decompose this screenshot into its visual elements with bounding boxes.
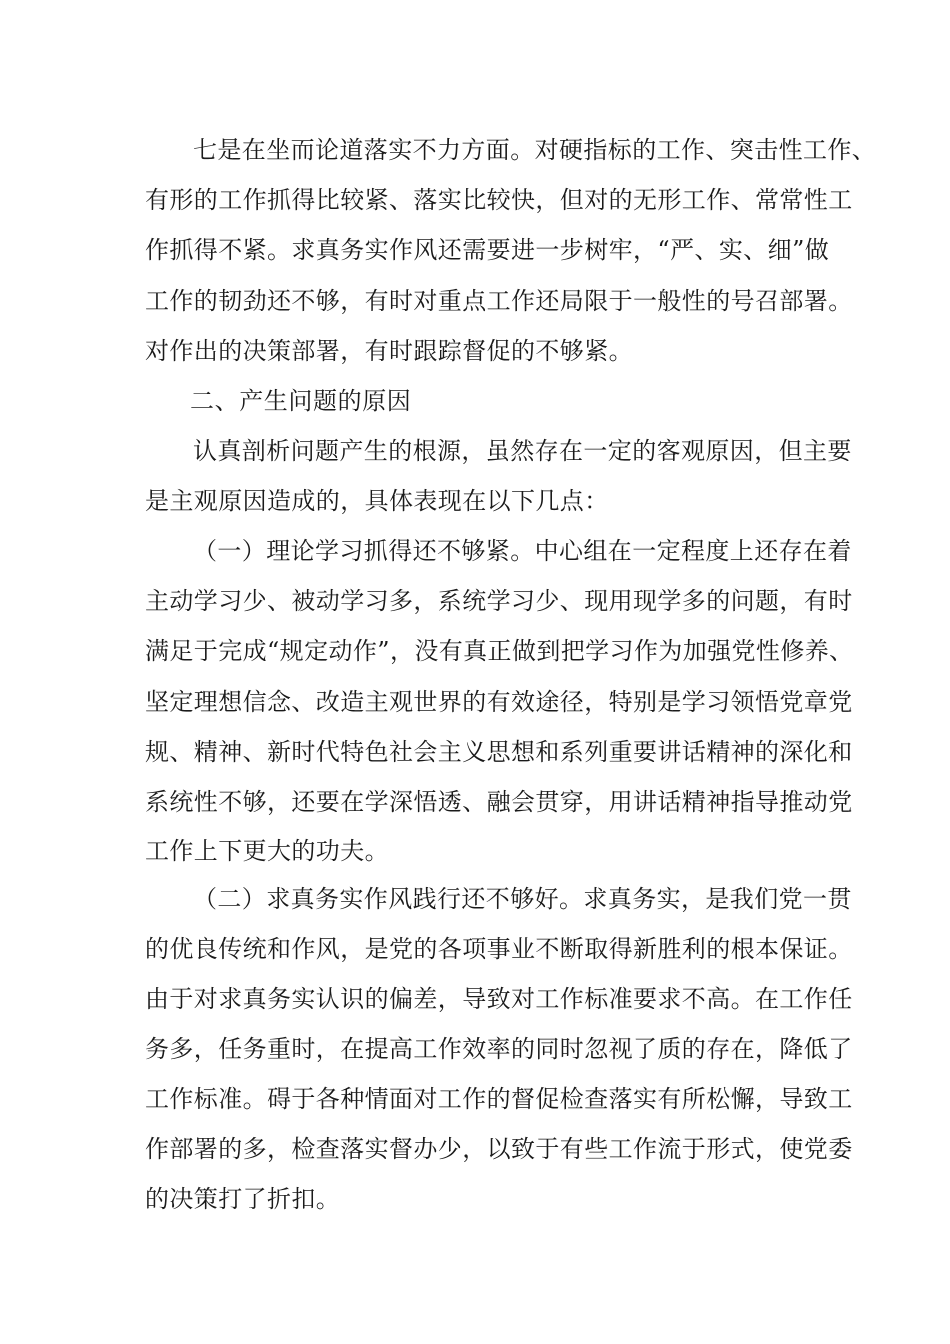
- paragraph-1-line-3: 作抓得不紧。求真务实作风还需要进一步树牢，“严、实、细”做: [145, 236, 830, 264]
- paragraph-3-line-2: 主动学习少、被动学习多，系统学习少、现用现学多的问题，有时: [145, 587, 853, 615]
- paragraph-1-line-1: 七是在坐而论道落实不力方面。对硬指标的工作、突击性工作、: [193, 136, 877, 164]
- paragraph-1-line-2: 有形的工作抓得比较紧、落实比较快，但对的无形工作、常常性工: [145, 186, 853, 214]
- paragraph-2-line-1: 认真剖析问题产生的根源，虽然存在一定的客观原因，但主要: [193, 437, 852, 465]
- paragraph-3-line-3: 满足于完成“规定动作”，没有真正做到把学习作为加强党性修养、: [145, 637, 854, 665]
- paragraph-4-line-6: 作部署的多，检查落实督办少，以致于有些工作流于形式，使党委: [145, 1135, 853, 1163]
- paragraph-4-line-5: 工作标准。碍于各种情面对工作的督促检查落实有所松懈，导致工: [145, 1085, 853, 1113]
- paragraph-4-line-4: 务多，任务重时，在提高工作效率的同时忽视了质的存在，降低了: [145, 1035, 853, 1063]
- paragraph-1-line-5: 对作出的决策部署，有时跟踪督促的不够紧。: [145, 337, 633, 365]
- paragraph-3-line-6: 系统性不够，还要在学深悟透、融会贯穿，用讲话精神指导推动党: [145, 788, 853, 816]
- section-heading: 二、产生问题的原因: [190, 387, 412, 415]
- paragraph-3-line-7: 工作上下更大的功夫。: [145, 837, 389, 865]
- paragraph-3-line-4: 坚定理想信念、改造主观世界的有效途径，特别是学习领悟党章党: [145, 688, 853, 716]
- paragraph-2-line-2: 是主观原因造成的，具体表现在以下几点：: [145, 487, 609, 515]
- paragraph-3-line-1: （一）理论学习抓得还不够紧。中心组在一定程度上还存在着: [193, 537, 852, 565]
- paragraph-1-line-4: 工作的韧劲还不够，有时对重点工作还局限于一般性的号召部署。: [145, 287, 853, 315]
- paragraph-4-line-2: 的优良传统和作风，是党的各项事业不断取得新胜利的根本保证。: [145, 935, 853, 963]
- paragraph-4-line-1: （二）求真务实作风践行还不够好。求真务实，是我们党一贯: [193, 885, 852, 913]
- paragraph-4-line-3: 由于对求真务实认识的偏差，导致对工作标准要求不高。在工作任: [145, 985, 853, 1013]
- paragraph-4-line-7: 的决策打了折扣。: [145, 1185, 341, 1213]
- paragraph-3-line-5: 规、精神、新时代特色社会主义思想和系列重要讲话精神的深化和: [145, 738, 853, 766]
